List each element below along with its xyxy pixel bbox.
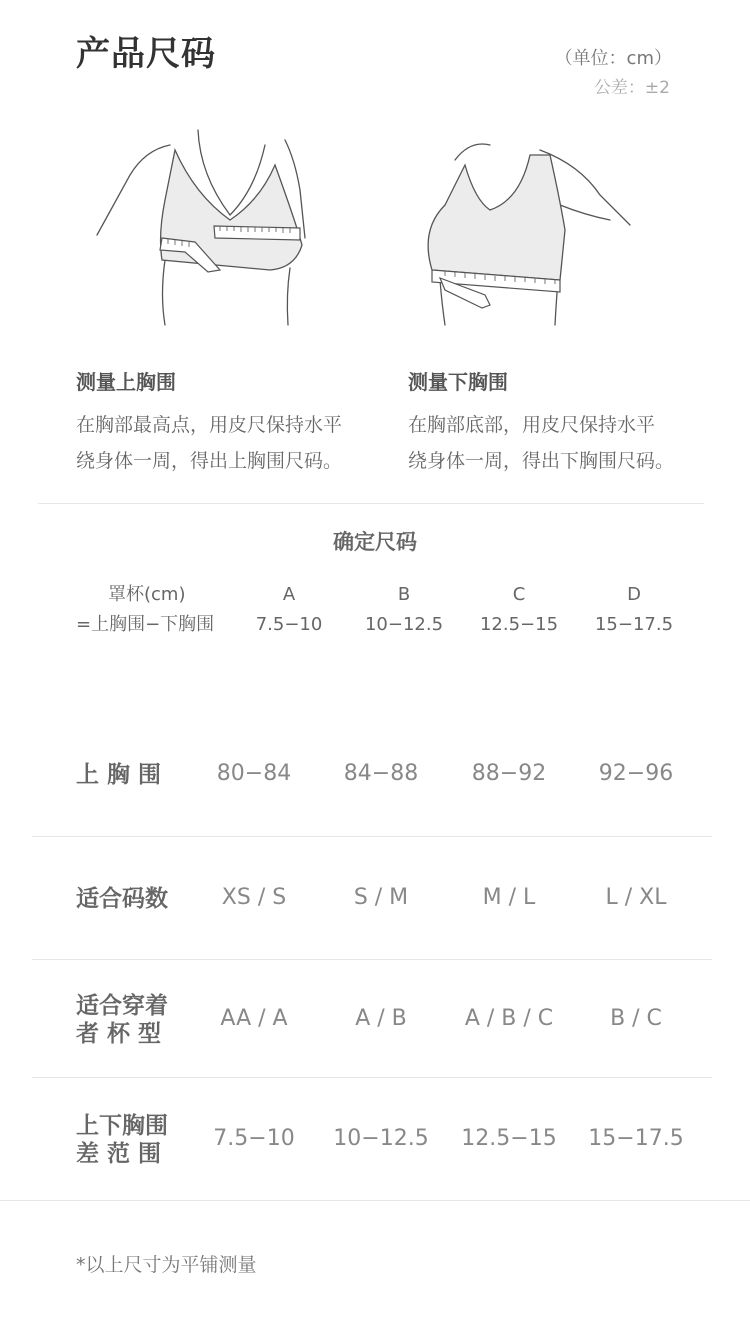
under-bust-illustration bbox=[410, 120, 660, 330]
divider bbox=[38, 503, 704, 504]
cup-label-line2: =上胸围−下胸围 bbox=[76, 614, 215, 635]
cup-label bbox=[76, 580, 222, 640]
table-cell: AA / A bbox=[220, 1006, 288, 1031]
upper-bust-section bbox=[76, 366, 376, 479]
row-label-upper-bust: 上 胸 围 bbox=[76, 762, 162, 788]
table-cell: 12.5−15 bbox=[461, 1126, 557, 1151]
table-cell: 84−88 bbox=[343, 761, 419, 786]
page-title: 产品尺码 bbox=[76, 34, 216, 74]
table-cell: 92−96 bbox=[598, 761, 674, 786]
cup-range: 12.5−15 bbox=[479, 614, 559, 635]
cup-column-d bbox=[584, 580, 684, 640]
table-cell: A / B bbox=[355, 1006, 407, 1031]
table-cell: M / L bbox=[482, 885, 536, 910]
table-cell: S / M bbox=[353, 885, 409, 910]
table-cell: XS / S bbox=[221, 885, 287, 910]
cup-column-a bbox=[239, 580, 339, 640]
unit-label: （单位：cm） bbox=[554, 48, 672, 69]
cup-name: C bbox=[512, 584, 526, 605]
cup-label-line1: 罩杯(cm) bbox=[108, 584, 186, 605]
row-divider bbox=[32, 836, 712, 837]
cup-name: D bbox=[627, 584, 641, 605]
tolerance-label: 公差：±2 bbox=[593, 78, 670, 98]
row-divider bbox=[32, 1077, 712, 1078]
row-label-line2: 者 杯 型 bbox=[76, 1021, 162, 1047]
table-cell: 88−92 bbox=[471, 761, 547, 786]
table-cell: 15−17.5 bbox=[588, 1126, 684, 1151]
cup-range: 15−17.5 bbox=[594, 614, 674, 635]
table-cell: B / C bbox=[610, 1006, 662, 1031]
upper-bust-desc-line2: 绕身体一周，得出上胸围尺码。 bbox=[76, 450, 343, 472]
cup-column-c bbox=[469, 580, 569, 640]
cup-column-b bbox=[354, 580, 454, 640]
cup-range: 7.5−10 bbox=[255, 614, 323, 635]
footnote: *以上尺寸为平铺测量 bbox=[76, 1254, 257, 1276]
under-bust-desc-line1: 在胸部底部，用皮尺保持水平 bbox=[408, 414, 656, 436]
cup-range: 10−12.5 bbox=[364, 614, 444, 635]
row-divider bbox=[32, 959, 712, 960]
footer-divider bbox=[0, 1200, 750, 1201]
row-label-line1: 上下胸围 bbox=[76, 1113, 168, 1139]
upper-bust-title: 测量上胸围 bbox=[76, 370, 176, 394]
row-label-fit-cup bbox=[76, 992, 186, 1048]
table-cell: A / B / C bbox=[464, 1006, 554, 1031]
under-bust-desc-line2: 绕身体一周，得出下胸围尺码。 bbox=[408, 450, 675, 472]
under-bust-desc bbox=[408, 407, 708, 479]
cup-name: B bbox=[397, 584, 411, 605]
row-label-line1: 适合穿着 bbox=[76, 993, 168, 1019]
row-label-diff-range bbox=[76, 1112, 186, 1168]
upper-bust-desc bbox=[76, 407, 376, 479]
row-label-fit-size: 适合码数 bbox=[76, 886, 168, 912]
table-cell: 10−12.5 bbox=[333, 1126, 429, 1151]
cup-table-subtitle: 确定尺码 bbox=[333, 530, 417, 554]
table-cell: L / XL bbox=[605, 885, 667, 910]
cup-name: A bbox=[282, 584, 296, 605]
under-bust-section bbox=[408, 366, 708, 479]
upper-bust-illustration bbox=[90, 120, 340, 330]
upper-bust-desc-line1: 在胸部最高点，用皮尺保持水平 bbox=[76, 414, 343, 436]
table-cell: 7.5−10 bbox=[213, 1126, 295, 1151]
under-bust-title: 测量下胸围 bbox=[408, 370, 508, 394]
row-label-line2: 差 范 围 bbox=[76, 1141, 162, 1167]
table-cell: 80−84 bbox=[216, 761, 292, 786]
